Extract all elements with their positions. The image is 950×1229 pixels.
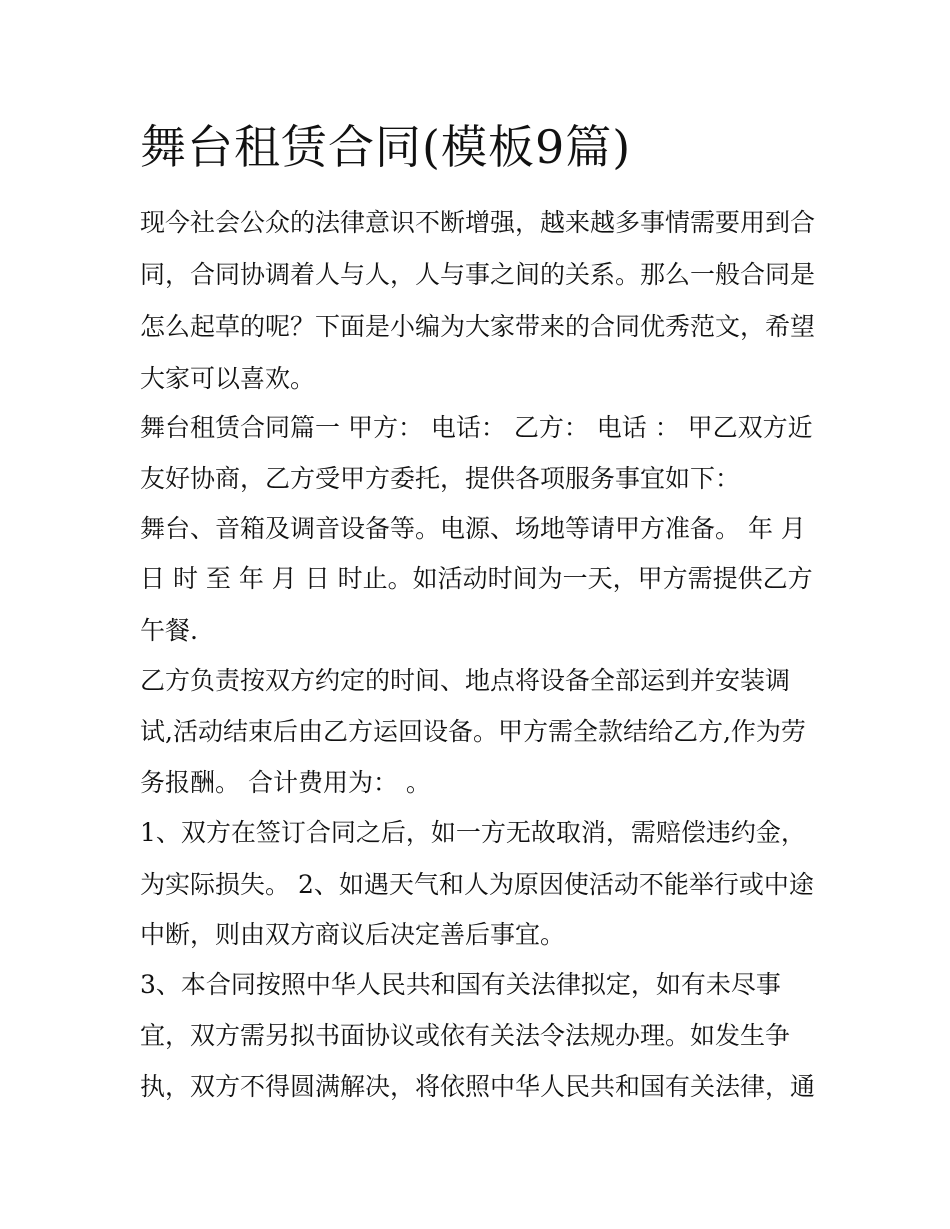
paragraph-line: 试,活动结束后由乙方运回设备。甲方需全款结给乙方,作为劳 <box>140 717 806 746</box>
paragraph-line: 1、双方在签订合同之后，如一方无故取消，需赔偿违约金， <box>140 818 806 847</box>
paragraph-line: 乙方负责按双方约定的时间、地点将设备全部运到并安装调 <box>140 666 791 695</box>
paragraph-line: 务报酬。 合计费用为： 。 <box>140 768 431 797</box>
paragraph-line: 同，合同协调着人与人，人与事之间的关系。那么一般合同是 <box>140 260 816 289</box>
paragraph-line: 宜，双方需另拟书面协议或依有关法令法规办理。如发生争 <box>140 1021 791 1050</box>
paragraph-line: 现今社会公众的法律意识不断增强，越来越多事情需要用到合 <box>140 208 816 237</box>
paragraph-line: 怎么起草的呢？下面是小编为大家带来的合同优秀范文，希望 <box>140 312 816 341</box>
document-title: 舞台租赁合同(模板9篇) <box>140 120 632 174</box>
paragraph-line: 大家可以喜欢。 <box>140 364 316 393</box>
paragraph-line: 舞台、音箱及调音设备等。电源、场地等请甲方准备。 年 月 <box>140 514 806 543</box>
paragraph-line: 为实际损失。 2、如遇天气和人为原因使活动不能举行或中途 <box>140 870 814 899</box>
paragraph-line: 午餐. <box>140 616 198 645</box>
paragraph-line: 友好协商，乙方受甲方委托，提供各项服务事宜如下： <box>140 464 741 493</box>
paragraph-line: 3、本合同按照中华人民共和国有关法律拟定，如有未尽事 <box>140 970 781 999</box>
paragraph-line: 舞台租赁合同篇一 甲方： 电话： 乙方： 电话 ： 甲乙双方近 <box>140 413 813 442</box>
paragraph-line: 中断，则由双方商议后决定善后事宜。 <box>140 920 566 949</box>
paragraph-line: 执，双方不得圆满解决，将依照中华人民共和国有关法律，通 <box>140 1072 816 1101</box>
paragraph-line: 日 时 至 年 月 日 时止。如活动时间为一天，甲方需提供乙方 <box>140 564 813 593</box>
